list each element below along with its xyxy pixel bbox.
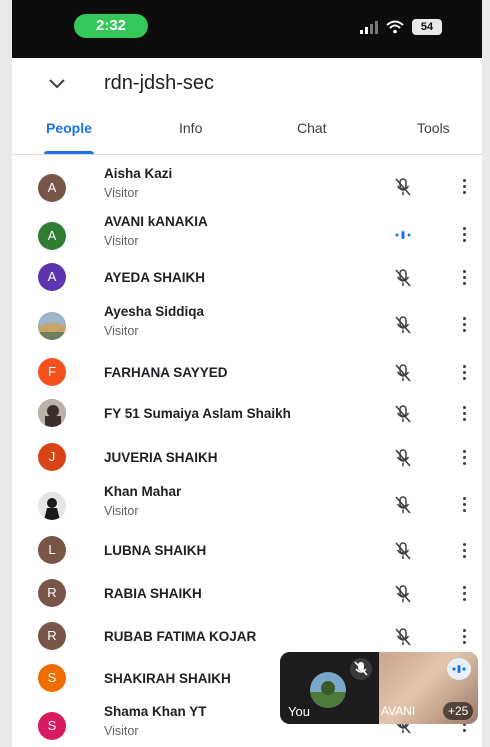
avatar: S: [38, 664, 66, 692]
mic-off-icon[interactable]: [392, 626, 414, 648]
speaking-indicator-icon: [447, 658, 471, 680]
more-options-icon[interactable]: [458, 225, 470, 245]
mic-off-icon[interactable]: [392, 494, 414, 516]
participant-role: Visitor: [104, 724, 139, 738]
speaker-label: AVANI: [381, 704, 416, 718]
people-panel: [12, 58, 482, 747]
self-label: You: [288, 704, 310, 719]
participant-role: Visitor: [104, 324, 139, 338]
avatar: [38, 492, 66, 520]
participant-name: AYEDA SHAIKH: [104, 270, 206, 285]
participant-name: Aisha Kazi: [104, 166, 173, 181]
participant-role: Visitor: [104, 186, 139, 200]
self-video: [280, 652, 379, 724]
mic-off-icon[interactable]: [392, 314, 414, 336]
participant-row[interactable]: [12, 352, 482, 396]
status-bar: [12, 0, 482, 58]
participant-role: Visitor: [104, 504, 139, 518]
avatar: R: [38, 579, 66, 607]
status-time: 2:32: [74, 14, 148, 38]
more-options-icon[interactable]: [458, 177, 470, 197]
self-avatar: [310, 672, 346, 708]
more-options-icon[interactable]: [458, 584, 470, 604]
participant-row[interactable]: [12, 393, 482, 437]
more-options-icon[interactable]: [458, 315, 470, 335]
self-mic-off-icon[interactable]: [350, 658, 372, 680]
participant-role: Visitor: [104, 234, 139, 248]
chevron-down-icon[interactable]: [46, 72, 68, 94]
participant-row[interactable]: [12, 530, 482, 574]
participant-row[interactable]: [12, 257, 482, 301]
mic-off-icon[interactable]: [392, 267, 414, 289]
tab-chat[interactable]: Chat: [297, 120, 327, 136]
mic-off-icon[interactable]: [392, 583, 414, 605]
avatar: A: [38, 263, 66, 291]
more-options-icon[interactable]: [458, 627, 470, 647]
more-options-icon[interactable]: [458, 268, 470, 288]
mic-off-icon[interactable]: [392, 403, 414, 425]
wifi-icon: [386, 20, 404, 34]
participant-name: RUBAB FATIMA KOJAR: [104, 629, 257, 644]
more-options-icon[interactable]: [458, 363, 470, 383]
participant-row[interactable]: [12, 300, 482, 344]
signal-icon: [360, 20, 378, 34]
participant-name: Khan Mahar: [104, 484, 182, 499]
more-options-icon[interactable]: [458, 541, 470, 561]
tab-tools[interactable]: Tools: [417, 120, 450, 136]
tab-people[interactable]: People: [46, 114, 92, 154]
speaking-indicator-icon[interactable]: [392, 224, 414, 246]
more-options-icon[interactable]: [458, 404, 470, 424]
mic-off-icon[interactable]: [392, 362, 414, 384]
avatar: S: [38, 712, 66, 740]
avatar: J: [38, 443, 66, 471]
participant-name: FY 51 Sumaiya Aslam Shaikh: [104, 406, 291, 421]
mic-off-icon[interactable]: [392, 540, 414, 562]
participant-count-badge[interactable]: +25: [443, 702, 473, 720]
participant-name: JUVERIA SHAIKH: [104, 450, 218, 465]
participant-name: Shama Khan YT: [104, 704, 207, 719]
more-options-icon[interactable]: [458, 448, 470, 468]
meeting-code: rdn-jdsh-sec: [104, 72, 215, 94]
participant-name: RABIA SHAIKH: [104, 586, 202, 601]
participant-row[interactable]: [12, 573, 482, 617]
tab-info[interactable]: Info: [179, 120, 203, 136]
mic-off-icon[interactable]: [392, 447, 414, 469]
avatar: A: [38, 222, 66, 250]
battery-icon: 54: [412, 19, 442, 35]
avatar: R: [38, 622, 66, 650]
phone-screen: [12, 0, 482, 747]
participant-row[interactable]: [12, 437, 482, 481]
avatar: A: [38, 174, 66, 202]
participant-row[interactable]: [12, 162, 482, 206]
status-icons: [360, 18, 442, 36]
more-options-icon[interactable]: [458, 495, 470, 515]
mic-off-icon[interactable]: [392, 176, 414, 198]
avatar: [38, 399, 66, 427]
participant-name: AVANI kANAKIA: [104, 214, 208, 229]
participant-name: LUBNA SHAIKH: [104, 543, 207, 558]
avatar: [38, 312, 66, 340]
speaker-video: [379, 652, 478, 724]
participant-name: SHAKIRAH SHAIKH: [104, 671, 231, 686]
participant-row[interactable]: [12, 210, 482, 254]
tab-bar: [12, 114, 482, 155]
self-view-tile[interactable]: [280, 652, 478, 724]
participant-row[interactable]: [12, 480, 482, 524]
participant-name: FARHANA SAYYED: [104, 365, 228, 380]
avatar: F: [38, 358, 66, 386]
participant-name: Ayesha Siddiqa: [104, 304, 205, 319]
panel-header: [12, 58, 482, 110]
avatar: L: [38, 536, 66, 564]
